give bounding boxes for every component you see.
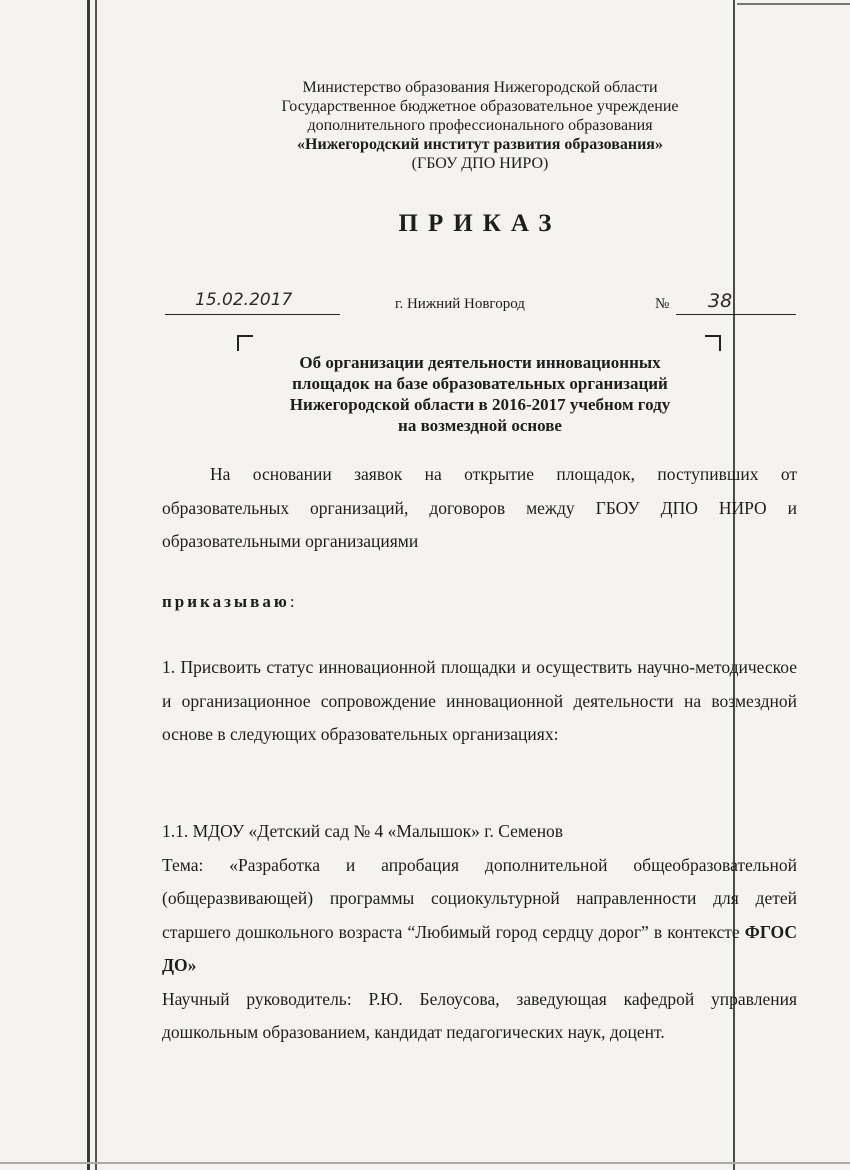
document-title: ПРИКАЗ (398, 210, 562, 237)
item-1-1-topic-label: Тема: (162, 854, 204, 875)
document-header (150, 78, 810, 173)
header-institution-type: Государственное бюджетное образовательное учреждение (281, 98, 679, 115)
subject-line: на возмездной основе (398, 416, 562, 435)
subject-line: Нижегородской области в 2016-2017 учебном году (289, 395, 671, 414)
order-word (162, 592, 295, 612)
number-field (676, 290, 796, 315)
order-word-text: приказываю (162, 592, 290, 611)
item-1-paragraph: 1. Присвоить статус инновационной площадки и осуществить научно-методическое и организационное сопровождение инновационной деятельности на возмездной основе в следующих образовательных организациях: (162, 657, 797, 744)
header-abbreviation: (ГБОУ ДПО НИРО) (411, 155, 549, 172)
basis-paragraph: На основании заявок на открытие площадок, поступивших от образовательных организаций, договоров между ГБОУ ДПО НИРО и образовательными организациями (162, 464, 797, 551)
subject-line: площадок на базе образовательных организаций (292, 374, 668, 393)
item-1-1-topic-standard: ФГОС ДО» (162, 921, 797, 975)
item-1-1-supervisor: Научный руководитель: Р.Ю. Белоусова, заведующая кафедрой управления дошкольным образованием, кандидат педагогических наук, доцент. (162, 988, 797, 1042)
order-word-colon: : (289, 592, 295, 611)
handwritten-number: 38 (708, 290, 733, 312)
scan-edge-line (87, 0, 90, 1170)
corner-bracket-left (237, 335, 253, 351)
header-education-type: дополнительного профессионального образования (307, 117, 653, 134)
date-field (165, 290, 340, 315)
header-institution-name: «Нижегородский институт развития образования» (297, 136, 663, 153)
order-subject (230, 352, 730, 436)
scan-edge-line (0, 1162, 850, 1164)
date-number-row (160, 290, 800, 320)
corner-bracket-right (705, 335, 721, 351)
subject-line: Об организации деятельности инновационных (299, 353, 661, 372)
number-label: № (655, 296, 670, 312)
scan-edge-line (737, 3, 850, 5)
item-1-1-block (162, 815, 797, 1050)
item-1-1-organization: 1.1. МДОУ «Детский сад № 4 «Малышок» г. Семенов (162, 821, 564, 841)
header-ministry: Министерство образования Нижегородской области (302, 79, 658, 96)
scan-edge-line (95, 0, 97, 1170)
item-1-1-topic: «Разработка и апробация дополнительной общеобразовательной (общеразвивающей) программы социокультурной направленности для детей старшего дошкольного возраста “Любимый город сердцу дорог” в контексте (162, 854, 797, 942)
handwritten-date: 15.02.2017 (195, 290, 293, 310)
city-label: г. Нижний Новгород (395, 296, 525, 312)
